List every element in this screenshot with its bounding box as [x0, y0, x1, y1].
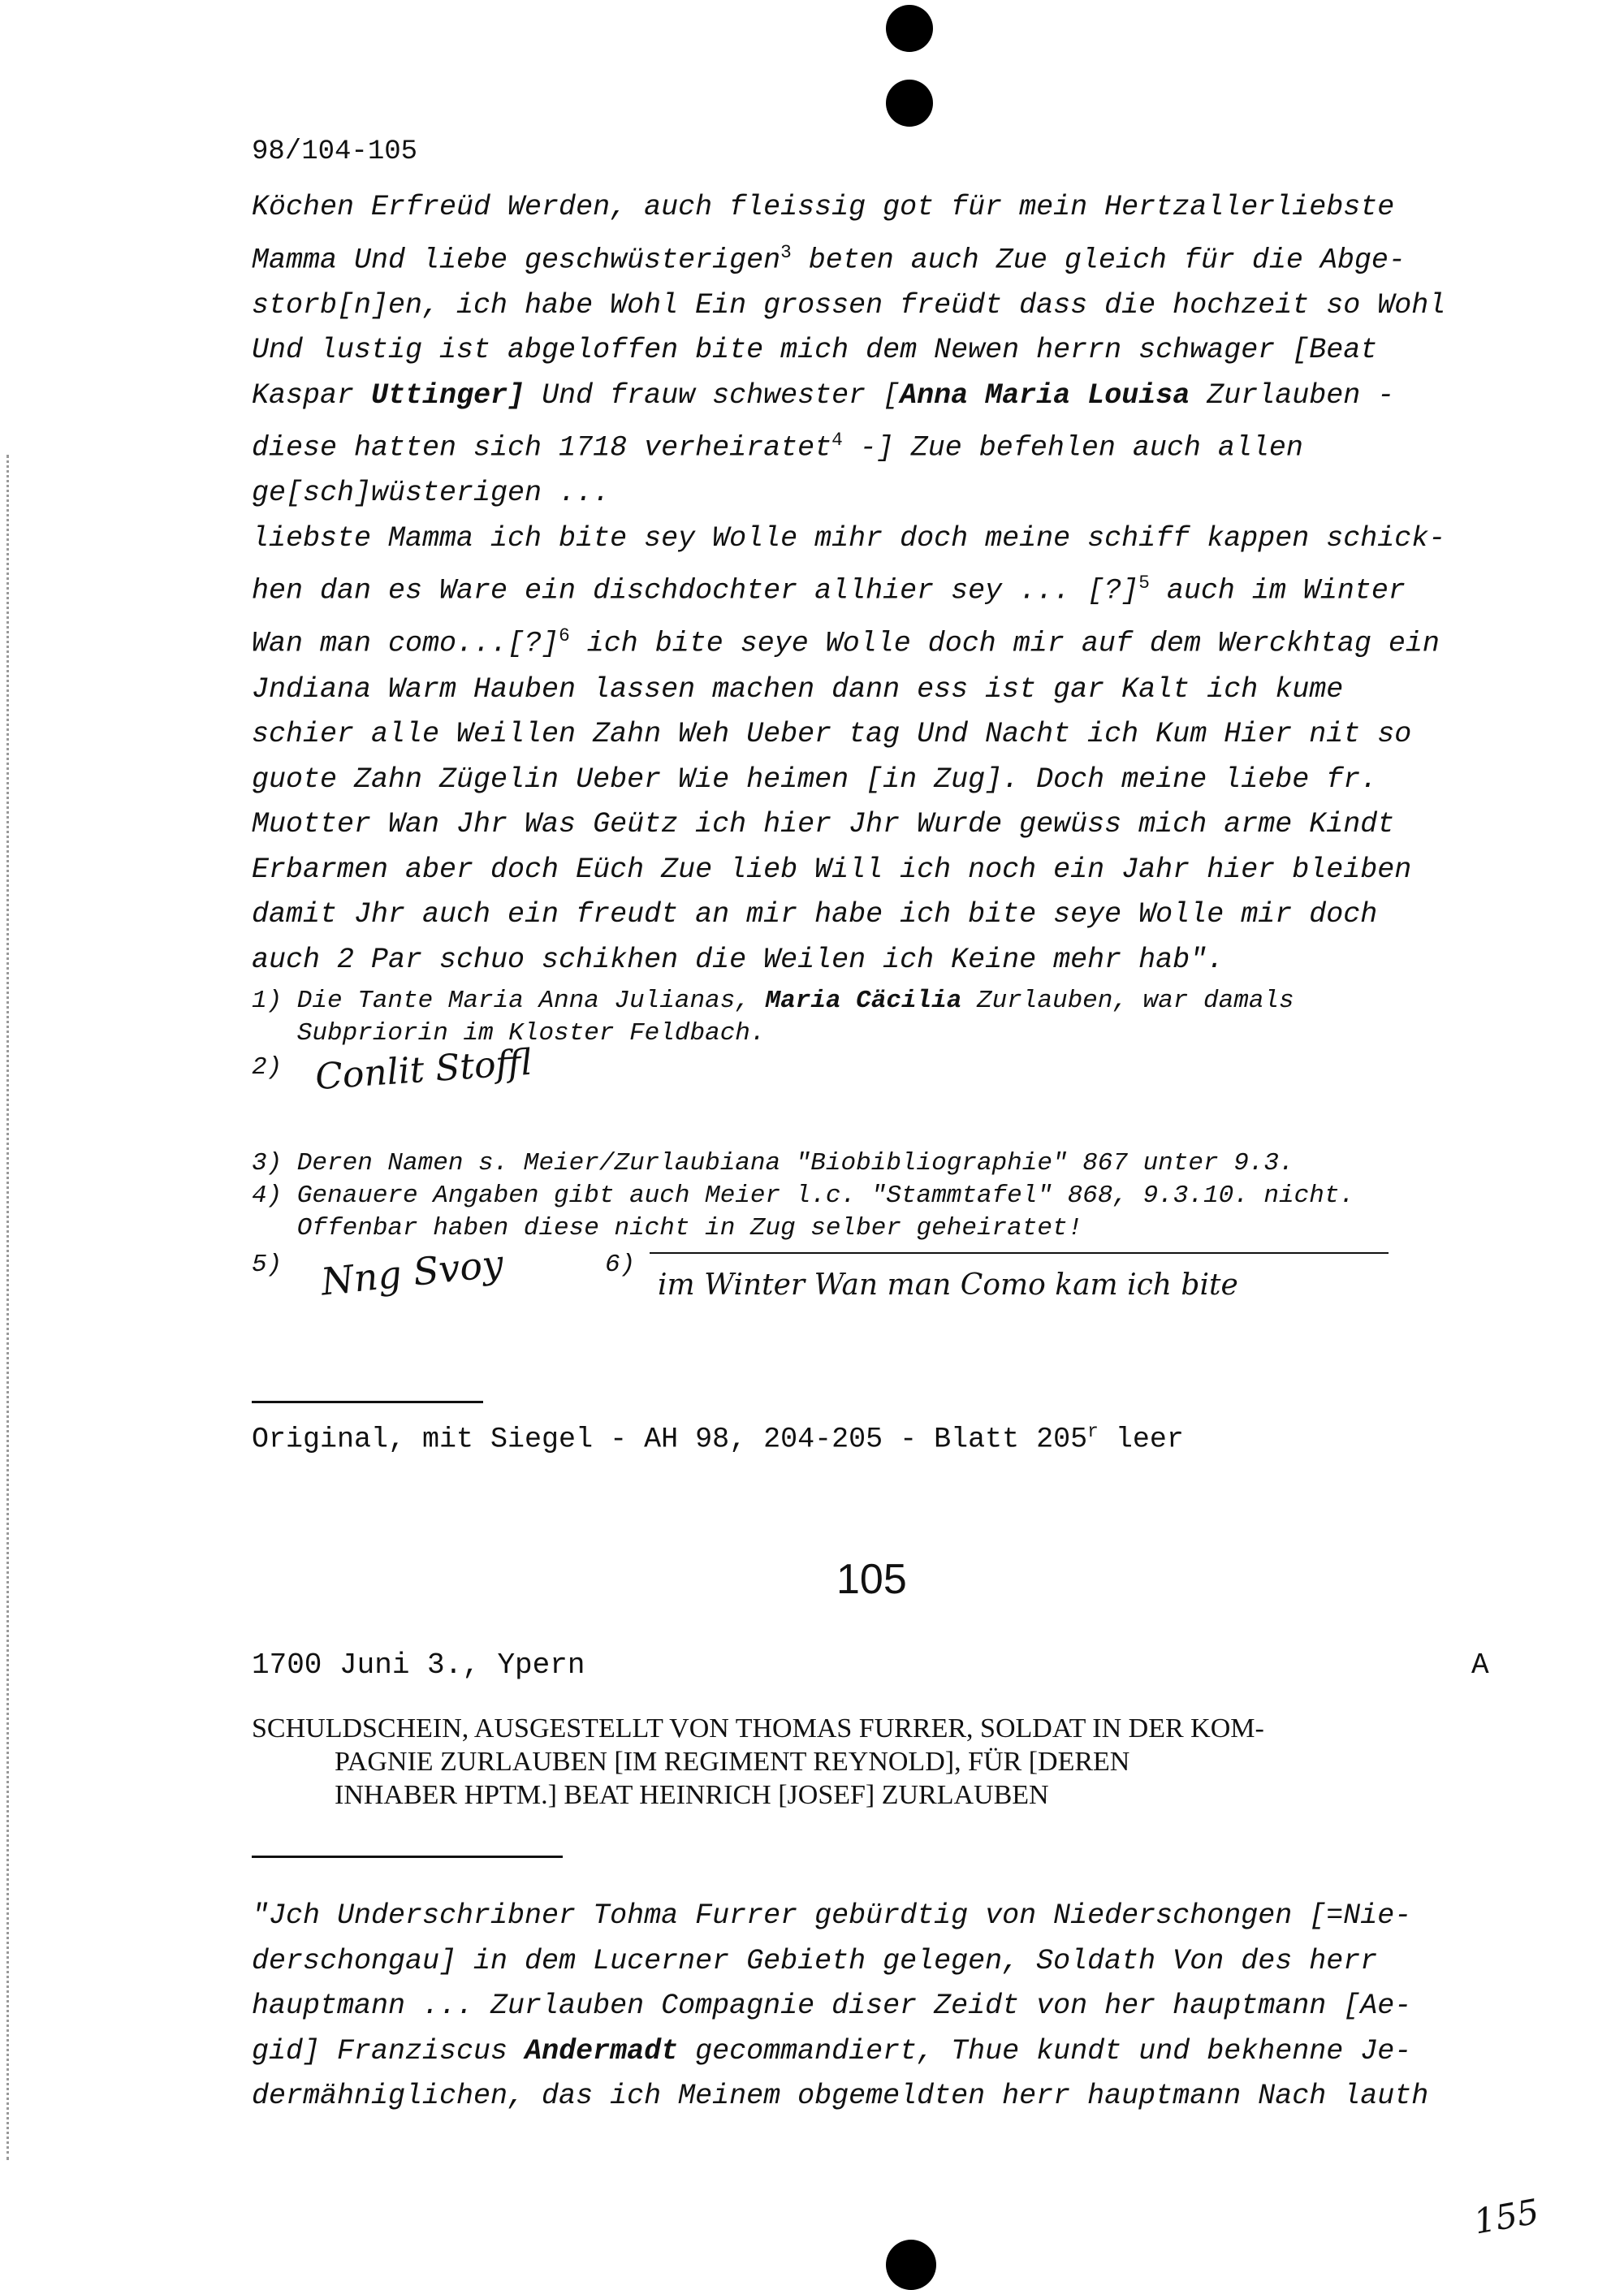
scan-edge-marks	[6, 455, 14, 2160]
quote-transcription: "Jch Underschribner Tohma Furrer gebürdtig von Niederschongen [=Nie- derschongau] in dem Lucerner Gebieth gelegen, Soldath Von des herr hauptmann ... Zurlauben Compagnie diser Zeidt von her hauptmann [Ae- gid] Franziscus Andermadt gecommandiert, Thue kundt und bekhenne Je- dermähniglichen, das ich Meinem obgemeldten herr hauptmann Nach lauth	[252, 1899, 1429, 2112]
letter-line: Wan man como...[?]	[252, 628, 559, 661]
letter-line: schier alle Weillen Zahn Weh Ueber tag Und Nacht ich Kum Hier nit so	[252, 718, 1412, 751]
original-note: Original, mit Siegel - AH 98, 204-205 - Blatt 205$^r$ leer	[252, 1421, 1184, 1456]
letter-line: liebste Mamma ich bite sey Wolle mihr doch meine schiff kappen schick-	[252, 521, 1446, 555]
document-number: 105	[836, 1556, 907, 1603]
letter-line: Jndiana Warm Hauben lassen machen dann ess ist gar Kalt ich kume	[252, 672, 1344, 706]
footnote-ref: 6	[559, 625, 570, 647]
handwritten-page-number: 155	[1471, 2191, 1542, 2242]
footnote-ref: 3	[780, 241, 792, 263]
footnote-4: 4) Genauere Angaben gibt auch Meier l.c. "Stammtafel" 868, 9.3.10. nicht. Offenbar haben diese nicht in Zug selber geheiratet!	[252, 1182, 1355, 1242]
handwriting-underline	[650, 1252, 1389, 1254]
quote-line: dermähniglichen, das ich Meinem obgemeldten herr hauptmann Nach lauth	[252, 2080, 1429, 2112]
letter-line: Und lustig ist abgeloffen bite mich dem Newen herrn schwager [Beat	[252, 334, 1378, 367]
quote-line: "Jch Underschribner Tohma Furrer gebürdtig von Niederschongen [=Nie-	[252, 1899, 1412, 1932]
quote-line: gid] Franziscus	[252, 2034, 508, 2067]
letter-line: Muotter Wan Jhr Was Geütz ich hier Jhr Wurde gewüss mich arme Kindt	[252, 808, 1395, 841]
footnote-ref: 4	[831, 430, 843, 452]
letter-line: Köchen Erfreüd Werden, auch fleissig got für mein Hertzallerliebste	[252, 191, 1395, 223]
handwriting-sample-5: Nng Svoy	[318, 1241, 506, 1304]
quote-line: hauptmann ... Zurlauben Compagnie diser Zeidt von her hauptmann [Ae-	[252, 1990, 1412, 2022]
letter-line: Kaspar	[252, 378, 355, 412]
letter-line: Erbarmen aber doch Eüch Zue lieb Will ich noch ein Jahr hier bleiben	[252, 853, 1412, 886]
document-heading: SCHULDSCHEIN, AUSGESTELLT VON THOMAS FURRER, SOLDAT IN DER KOM- PAGNIE ZURLAUBEN [IM REGIMENT REYNOLD], FÜR [DEREN INHABER HPTM.] BEAT HEINRICH [JOSEF] ZURLAUBEN	[252, 1713, 1264, 1810]
document-reference: 98/104-105	[252, 136, 418, 167]
footnote-1: 1) Die Tante Maria Anna Julianas, Maria Cäcilia Zurlauben, war damals Subpriorin im Kloster Feldbach.	[252, 987, 1294, 1048]
heading-rule	[252, 1856, 563, 1858]
punch-hole-bottom	[886, 2240, 936, 2290]
letter-line: storb[n]en, ich habe Wohl Ein grossen freüdt dass die hochzeit so Wohl	[252, 288, 1446, 322]
letter-line: Mamma Und liebe geschwüsterigen	[252, 244, 781, 277]
quote-line: derschongau] in dem Lucerner Gebieth gelegen, Soldath Von des herr	[252, 1944, 1378, 1977]
punch-hole-top-1	[886, 5, 933, 52]
footnote-6-label: 6)	[605, 1251, 636, 1279]
letter-line: damit Jhr auch ein freudt an mir habe ich bite seye Wolle mir doch	[252, 898, 1378, 931]
letter-line: ge[sch]wüsterigen ...	[252, 477, 611, 510]
punch-hole-top-2	[886, 80, 933, 127]
letter-line: guote Zahn Zügelin Ueber Wie heimen [in Zug]. Doch meine liebe fr.	[252, 763, 1378, 796]
letter-line: diese hatten sich 1718 verheiratet	[252, 431, 832, 464]
handwriting-sample-2: Conlit Stoffl	[313, 1041, 533, 1099]
footnote-ref: 5	[1138, 572, 1150, 594]
footnote-2-label: 2)	[252, 1053, 283, 1082]
handwriting-sample-6: im Winter Wan man Como kam ich bite	[658, 1268, 1238, 1302]
letter-line: auch 2 Par schuo schikhen die Weilen ich Keine mehr hab".	[252, 943, 1224, 976]
letter-line: hen dan es Ware ein dischdochter allhier sey ... [?]	[252, 574, 1139, 607]
dateline-mark: A	[1471, 1648, 1489, 1682]
footnote-5-label: 5)	[252, 1251, 283, 1279]
dateline: 1700 Juni 3., Ypern	[252, 1648, 585, 1682]
letter-transcription: Köchen Erfreüd Werden, auch fleissig got für mein Hertzallerliebste Mamma Und liebe geschwüsterigen$^3$ beten auch Zue gleich für die Abge- storb[n]en, ich habe Wohl Ein grossen freüdt dass die hochzeit so Wohl Und lustig ist abgeloffen bite mich dem Newen herrn schwager [Beat Kaspar Uttinger] Und frauw schwester [Anna Maria Louisa Zurlauben - diese hatten sich 1718 verheiratet$^4$ -] Zue befehlen auch allen ge[sch]wüsterigen ... liebste Mamma ich bite sey Wolle mihr doch meine schiff kappen schick- hen dan es Ware ein dischdochter allhier sey ... [?]$^5$ auch im Winter Wan man como...[?]$^6$ ich bite seye Wolle doch mir auf dem Werckhtag ein Jndiana Warm Hauben lassen machen dann ess ist gar Kalt ich kume schier alle Weillen Zahn Weh Ueber tag Und Nacht ich Kum Hier nit so guote Zahn Zügelin Ueber Wie heimen [in Zug]. Doch meine liebe fr. Muotter Wan Jhr Was Geütz ich hier Jhr Wurde gewüss mich arme Kindt Erbarmen aber doch Eüch Zue lieb Will ich noch ein Jahr hier bleiben damit Jhr auch ein freudt an mir habe ich bite seye Wolle mir doch auch 2 Par schuo schikhen die Weilen ich Keine mehr hab".	[252, 191, 1446, 976]
separator-rule	[252, 1401, 483, 1403]
footnote-3: 3) Deren Namen s. Meier/Zurlaubiana "Biobibliographie" 867 unter 9.3.	[252, 1149, 1294, 1177]
